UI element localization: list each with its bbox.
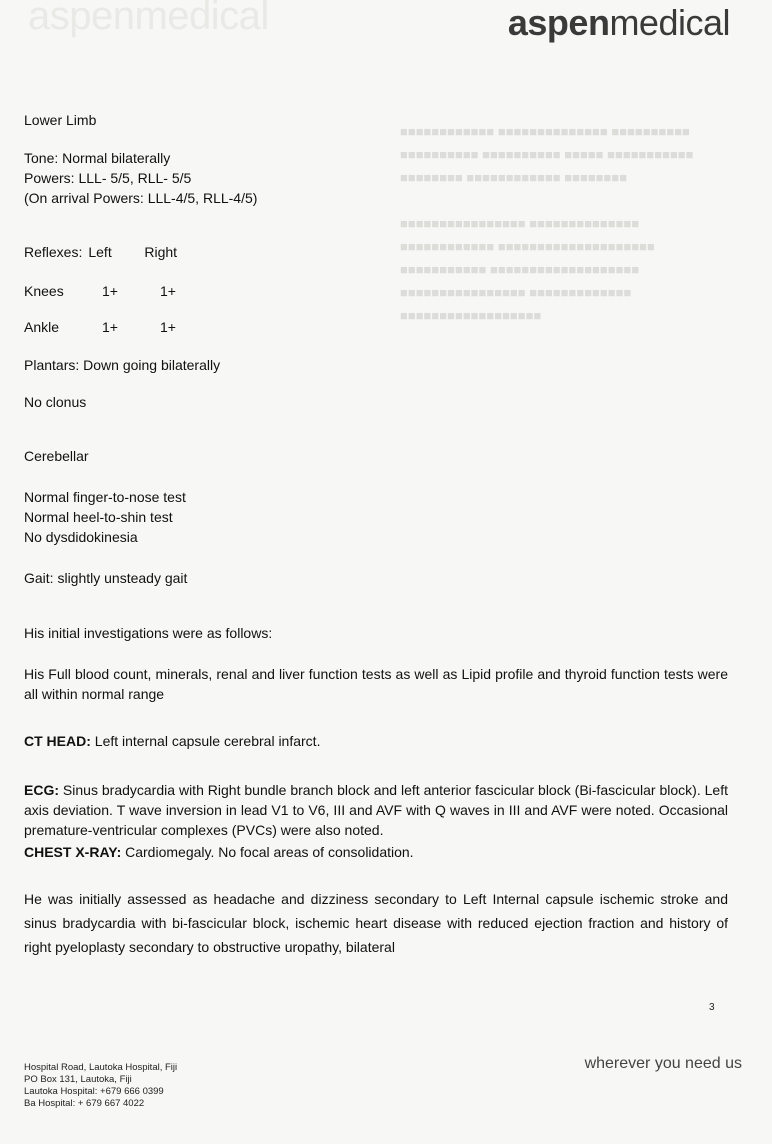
page-number: 3: [709, 1002, 715, 1013]
reflex-right: 1+: [160, 283, 176, 299]
reflex-name: Knees: [24, 283, 64, 299]
tone-line: Tone: Normal bilaterally: [24, 150, 171, 166]
cerebellar-list: [24, 487, 186, 547]
blood-tests-paragraph: His Full blood count, minerals, renal and liver function tests as well as Lipid profile and thyroid function tests were all within normal range: [24, 666, 728, 702]
reflex-left: 1+: [102, 319, 118, 335]
footer-phone-line: Lautoka Hospital: +679 666 0399: [24, 1086, 164, 1097]
reflex-row-knees: [24, 281, 176, 301]
plantars-line: Plantars: Down going bilaterally: [24, 357, 221, 373]
ecg-paragraph: [24, 780, 728, 840]
bleed-through-background: ■■■■■■■■■■■■ ■■■■■■■■■■■■■■ ■■■■■■■■■■ ■■■■■■■■■■ ■■■■■■■■■■ ■■■■■ ■■■■■■■■■■■ ■■■■■■■■ ■■■■■■■■■■■■ ■■■■■■■■ ■■■■■■■■■■■■■■■■ ■■■■■■■■■■■■■■ ■■■■■■■■■■■■ ■■■■■■■■■■■■■■■■■■■■ ■■■■■■■■■■■ ■■■■■■■■■■■■■■■■■■■ ■■■■■■■■■■■■■■■■ ■■■■■■■■■■■■■ ■■■■■■■■■■■■■■■■■■: [400, 124, 694, 323]
logo-light-text: medical: [609, 2, 730, 43]
footer-address-line: Hospital Road, Lautoka Hospital, Fiji: [24, 1062, 178, 1073]
reflexes-label: Reflexes:: [24, 244, 83, 260]
logo-bold-text: aspen: [507, 2, 610, 43]
arrival-powers-line: (On arrival Powers: LLL-4/5, RLL-4/5): [24, 190, 258, 206]
cerebellar-item: Normal finger-to-nose test: [24, 489, 186, 505]
reflexes-header: [24, 242, 177, 262]
investigations-intro: His initial investigations were as follows:: [24, 625, 273, 641]
chest-xray-text: Cardiomegaly. No focal areas of consolidation.: [121, 844, 414, 860]
reflexes-left-header: Left: [88, 244, 112, 260]
footer-tagline: wherever you need us: [584, 1055, 742, 1072]
footer-address-line: PO Box 131, Lautoka, Fiji: [24, 1074, 132, 1085]
powers-line: Powers: LLL- 5/5, RLL- 5/5: [24, 170, 192, 186]
lower-limb-heading: Lower Limb: [24, 112, 97, 128]
gait-line: Gait: slightly unsteady gait: [24, 570, 188, 586]
cerebellar-item: Normal heel-to-shin test: [24, 509, 173, 525]
ct-head-label: CT HEAD:: [24, 733, 91, 749]
ecg-text: Sinus bradycardia with Right bundle branch block and left anterior fascicular block (Bi-fascicular block). Left axis deviation. T wave inversion in lead V1 to V6, III and AVF with Q waves in III and AVF were noted. Occasional premature-ventricular complexes (PVCs) were also noted.: [24, 782, 728, 838]
lower-limb-section: [24, 148, 257, 208]
ct-head-line: [24, 731, 320, 751]
assessment-paragraph: He was initially assessed as headache and dizziness secondary to Left Internal capsule ischemic stroke and sinus bradycardia with bi-fascicular block, ischemic heart disease with reduced ejection fraction and history of right pyeloplasty secondary to obstructive uropathy, bilateral: [24, 891, 728, 955]
ghost-logo-watermark: aspenmedical: [28, 0, 269, 38]
chest-xray-line: [24, 842, 414, 862]
reflexes-right-header: Right: [144, 244, 178, 260]
reflex-row-ankle: [24, 317, 176, 337]
clonus-line: No clonus: [24, 394, 87, 410]
reflex-right: 1+: [160, 319, 176, 335]
aspen-medical-logo: [508, 2, 730, 44]
cerebellar-item: No dysdidokinesia: [24, 529, 138, 545]
reflex-name: Ankle: [24, 319, 60, 335]
ct-head-text: Left internal capsule cerebral infarct.: [90, 733, 321, 749]
ecg-label: ECG:: [24, 782, 59, 798]
footer-address: [24, 1062, 177, 1110]
reflex-left: 1+: [102, 283, 118, 299]
chest-xray-label: CHEST X-RAY:: [24, 844, 122, 860]
cerebellar-heading: Cerebellar: [24, 448, 89, 464]
footer-phone-line: Ba Hospital: + 679 667 4022: [24, 1098, 145, 1109]
